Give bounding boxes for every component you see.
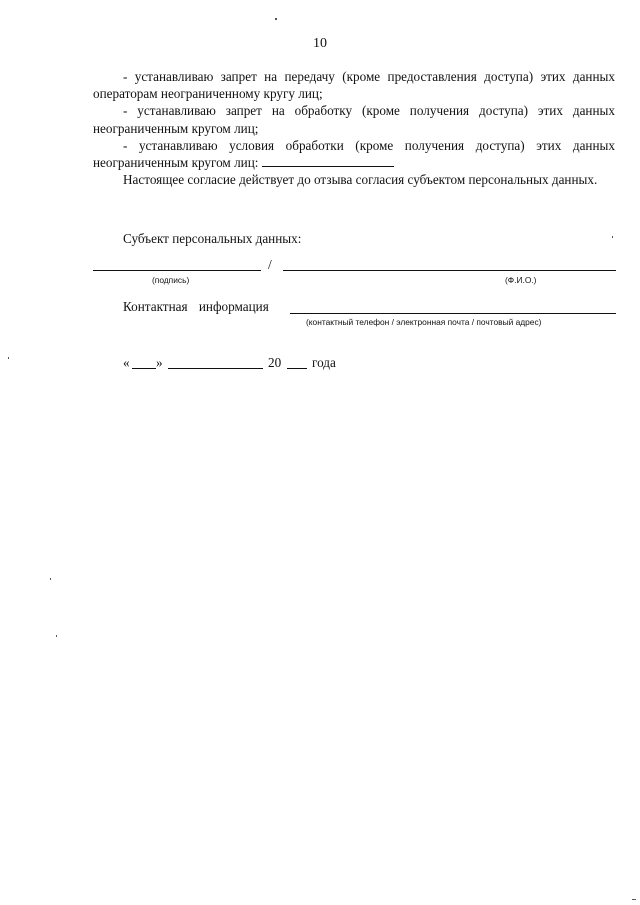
conditions-blank-field[interactable]	[262, 154, 394, 167]
contact-caption: (контактный телефон / электронная почта / почтовый адрес)	[306, 317, 542, 327]
paragraph-processing-conditions-text: - устанавливаю условия обработки (кроме получения доступа) этих данных неограниченным кругом лиц:	[93, 137, 615, 171]
scan-speck	[632, 899, 636, 900]
signature-blank-field[interactable]	[93, 270, 261, 271]
year-prefix: 20	[268, 355, 282, 370]
paragraph-validity: Настоящее согласие действует до отзыва согласия субъектом персональных данных.	[123, 172, 598, 188]
scan-speck	[50, 578, 51, 580]
month-blank-field[interactable]	[168, 368, 263, 369]
scan-speck	[612, 236, 613, 238]
year-blank-field[interactable]	[287, 368, 307, 369]
paragraph-transfer-ban: - устанавливаю запрет на передачу (кроме предоставления доступа) этих данных операторам неограниченному кругу лиц;	[93, 69, 615, 102]
paragraph-processing-ban: - устанавливаю запрет на обработку (кроме получения доступа) этих данных неограниченным кругом лиц;	[93, 103, 615, 136]
scan-speck	[56, 635, 57, 637]
page-number: 10	[313, 36, 327, 51]
paragraph-processing-conditions	[93, 137, 615, 171]
scan-speck	[275, 18, 277, 20]
scan-speck	[8, 357, 9, 359]
year-suffix: года	[312, 355, 336, 370]
subject-label: Субъект персональных данных:	[123, 231, 302, 246]
consent-text	[93, 68, 615, 188]
full-name-blank-field[interactable]	[283, 270, 616, 271]
signature-separator: /	[268, 257, 272, 272]
day-blank-field[interactable]	[132, 368, 156, 369]
date-close-quote: »	[156, 355, 163, 370]
contact-blank-field[interactable]	[290, 313, 616, 314]
date-open-quote: «	[123, 355, 130, 370]
signature-caption: (подпись)	[152, 275, 190, 285]
contact-label: Контактная информация	[123, 299, 269, 314]
full-name-caption: (Ф.И.О.)	[505, 275, 537, 285]
